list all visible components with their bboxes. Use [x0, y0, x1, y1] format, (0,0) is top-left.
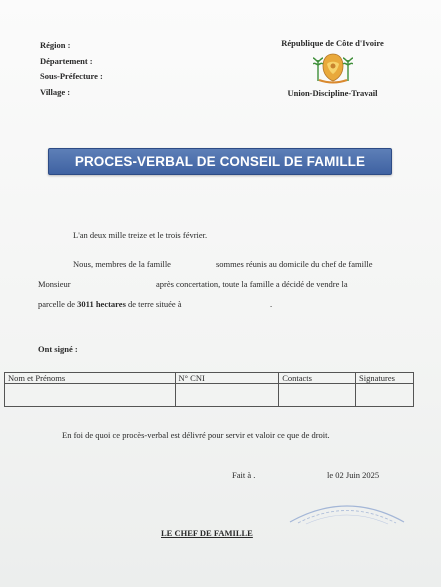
parcel-end: .: [270, 299, 273, 309]
document-title: PROCES-VERBAL DE CONSEIL DE FAMILLE: [48, 148, 392, 175]
parcel-area: 3011 hectares: [77, 299, 126, 309]
parcel-location-phrase: de terre située à: [128, 299, 182, 309]
table-header-row: [5, 373, 414, 384]
table-row: [5, 384, 414, 407]
family-phrase: Nous, membres de la famille: [73, 259, 171, 269]
decision-phrase: après concertation, toute la famille a décidé de vendre la: [156, 279, 348, 289]
departement-label: Département :: [40, 55, 93, 66]
monsieur-label: Monsieur: [38, 279, 71, 289]
national-motto: Union-Discipline-Travail: [287, 88, 378, 98]
official-stamp-icon: [286, 496, 408, 528]
signatories-table: [4, 372, 414, 407]
village-label: Village :: [40, 86, 71, 97]
cell-signature[interactable]: [356, 384, 414, 407]
place-label: Fait à .: [232, 470, 256, 480]
date-line: L'an deux mille treize et le trois février.: [73, 230, 208, 240]
region-label: Région :: [40, 40, 71, 50]
col-name-header: Nom et Prénoms: [5, 373, 176, 384]
signatory-title: LE CHEF DE FAMILLE: [161, 528, 253, 538]
republic-header: [270, 38, 395, 98]
signature-date: le 02 Juin 2025: [327, 470, 380, 480]
cell-name[interactable]: [5, 384, 176, 407]
republic-name: République de Côte d'Ivoire: [281, 38, 384, 48]
col-cni-header: N° CNI: [175, 373, 279, 384]
meeting-phrase: sommes réunis au domicile du chef de famille: [216, 259, 373, 269]
parcel-label: parcelle de: [38, 299, 76, 309]
signed-label: Ont signé :: [38, 344, 78, 354]
col-contacts-header: Contacts: [279, 373, 356, 384]
sous-prefecture-label: Sous-Préfecture :: [40, 71, 103, 81]
parcel-line: [38, 299, 182, 309]
cell-cni[interactable]: [175, 384, 279, 407]
closing-statement: En foi de quoi ce procès-verbal est délivré pour servir et valoir ce que de droit.: [62, 430, 330, 440]
admin-fields: [40, 38, 103, 100]
col-signatures-header: Signatures: [356, 373, 414, 384]
coat-of-arms-icon: [313, 50, 353, 84]
cell-contact[interactable]: [279, 384, 356, 407]
